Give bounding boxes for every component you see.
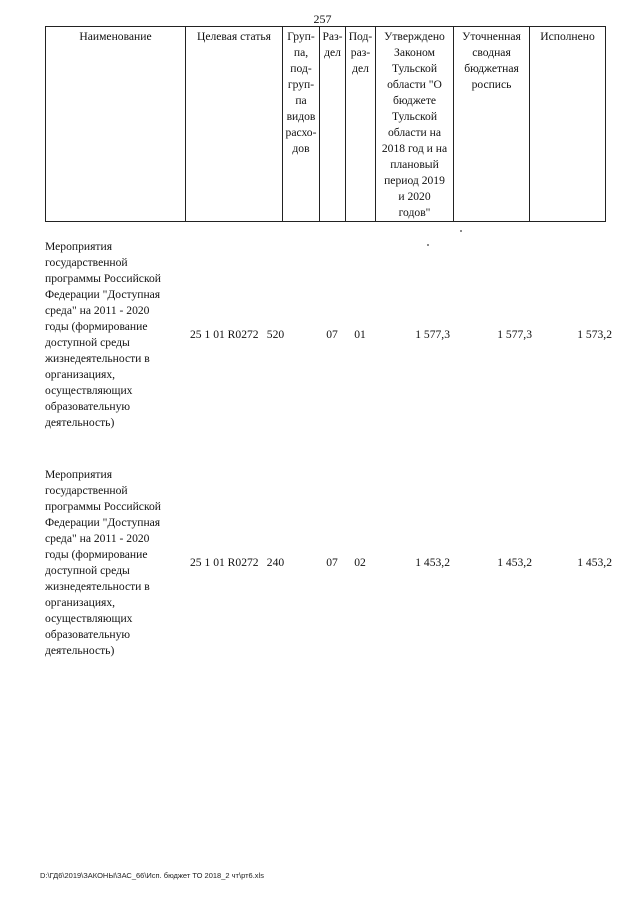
row-subsection: 01 — [354, 328, 366, 341]
header-section: Раз- дел — [320, 27, 346, 222]
header-name: Наименование — [46, 27, 186, 222]
header-approved: Утверждено Законом Тульской области "О бюджете Тульской области на 2018 год и на плановый период 2019 и 2020 годов" — [376, 27, 454, 222]
row-target-article: 25 1 01 R0272 — [190, 556, 259, 569]
row-specified: 1 453,2 — [497, 556, 532, 569]
row-section: 07 — [326, 556, 338, 569]
scan-speck — [460, 230, 462, 232]
row-section: 07 — [326, 328, 338, 341]
header-specified-budget: Уточненная сводная бюджетная роспись — [454, 27, 530, 222]
row-name: Мероприятия государственной программы Российской Федерации "Доступная среда" на 2011 - 2020 годы (формирование доступной среды жизнедеятельности в организациях, осуществляющих образовательную деятельность) — [45, 240, 161, 429]
row-target-article: 25 1 01 R0272 — [190, 328, 259, 341]
row-name: Мероприятия государственной программы Российской Федерации "Доступная среда" на 2011 - 2020 годы (формирование доступной среды жизнедеятельности в организациях, осуществляющих образовательную деятельность) — [45, 468, 161, 657]
row-executed: 1 573,2 — [577, 328, 612, 341]
row-subsection: 02 — [354, 556, 366, 569]
row-expense-group: 240 — [266, 556, 285, 569]
row-approved: 1 577,3 — [415, 328, 450, 341]
header-subsection: Под- раз- дел — [346, 27, 376, 222]
table-row — [45, 239, 615, 439]
header-executed: Исполнено — [530, 27, 606, 222]
table-row — [45, 467, 615, 667]
row-expense-group: 520 — [266, 328, 285, 341]
header-target-article: Целевая статья — [186, 27, 283, 222]
row-specified: 1 577,3 — [497, 328, 532, 341]
page-number: 257 — [313, 12, 332, 26]
table-header — [45, 26, 606, 222]
header-expense-group: Груп- па, под- груп- па видов расхо- дов — [283, 27, 320, 222]
footer-file-path: D:\ГД6\2019\ЗАКОНЫ\ЗАС_66\Исп. бюджет ТО 2018_2 чт\рт6.xls — [40, 871, 264, 880]
row-executed: 1 453,2 — [577, 556, 612, 569]
row-approved: 1 453,2 — [415, 556, 450, 569]
